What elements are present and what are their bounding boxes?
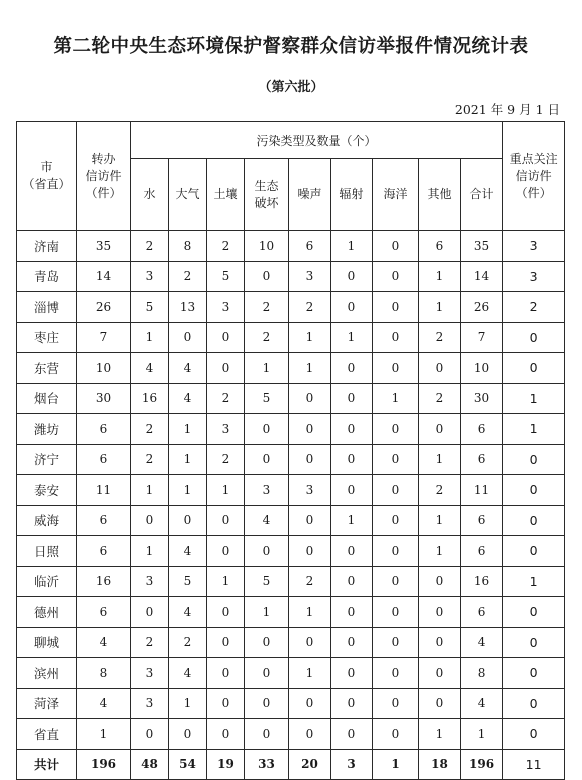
cell-city: 日照 xyxy=(17,536,77,567)
cell-noise: 1 xyxy=(289,353,331,384)
cell-soil: 2 xyxy=(207,383,245,414)
cell-city: 临沂 xyxy=(17,566,77,597)
cell-eco: 2 xyxy=(245,322,289,353)
cell-other: 0 xyxy=(419,658,461,689)
cell-ocean: 0 xyxy=(373,322,419,353)
cell-air: 2 xyxy=(169,627,207,658)
table-row xyxy=(17,383,565,414)
cell-noise: 0 xyxy=(289,719,331,750)
cell-water: 1 xyxy=(131,536,169,567)
cell-noise: 6 xyxy=(289,231,331,262)
cell-radiation: 1 xyxy=(331,231,373,262)
cell-ocean: 0 xyxy=(373,353,419,384)
cell-transferred: 10 xyxy=(77,353,131,384)
cell-ocean: 0 xyxy=(373,658,419,689)
cell-key: 0 xyxy=(503,505,565,536)
cell-radiation: 0 xyxy=(331,658,373,689)
cell-ocean: 0 xyxy=(373,536,419,567)
cell-water: 3 xyxy=(131,261,169,292)
cell-water: 4 xyxy=(131,353,169,384)
cell-other: 0 xyxy=(419,597,461,628)
cell-other: 1 xyxy=(419,292,461,323)
cell-water: 2 xyxy=(131,414,169,445)
cell-water: 2 xyxy=(131,627,169,658)
cell-transferred: 7 xyxy=(77,322,131,353)
cell-transferred: 14 xyxy=(77,261,131,292)
cell-radiation: 1 xyxy=(331,322,373,353)
cell-ocean: 0 xyxy=(373,414,419,445)
cell-ocean: 0 xyxy=(373,292,419,323)
cell-water: 0 xyxy=(131,719,169,750)
cell-soil: 0 xyxy=(207,658,245,689)
cell-city: 济南 xyxy=(17,231,77,262)
cell-eco: 2 xyxy=(245,292,289,323)
cell-noise: 0 xyxy=(289,383,331,414)
cell-other: 1 xyxy=(419,536,461,567)
cell-water: 3 xyxy=(131,688,169,719)
batch-subtitle: （第六批） xyxy=(258,80,324,95)
cell-total: 7 xyxy=(461,322,503,353)
header-type-ocean: 海洋 xyxy=(373,159,419,231)
cell-transferred: 6 xyxy=(77,597,131,628)
cell-radiation: 0 xyxy=(331,353,373,384)
cell-radiation: 1 xyxy=(331,505,373,536)
cell-key: 0 xyxy=(503,475,565,506)
cell-eco: 10 xyxy=(245,231,289,262)
cell-soil: 2 xyxy=(207,231,245,262)
header-type-water: 水 xyxy=(131,159,169,231)
cell-noise: 2 xyxy=(289,292,331,323)
cell-radiation: 0 xyxy=(331,719,373,750)
cell-ocean: 1 xyxy=(373,383,419,414)
cell-key: 1 xyxy=(503,566,565,597)
cell-air: 1 xyxy=(169,414,207,445)
table-row xyxy=(17,627,565,658)
cell-radiation: 0 xyxy=(331,444,373,475)
header-type-noise: 噪声 xyxy=(289,159,331,231)
cell-radiation: 0 xyxy=(331,597,373,628)
header-row-top xyxy=(17,122,565,159)
cell-eco: 1 xyxy=(245,353,289,384)
cell-radiation: 0 xyxy=(331,688,373,719)
cell-eco: 1 xyxy=(245,597,289,628)
cell-city: 青岛 xyxy=(17,261,77,292)
cell-total: 8 xyxy=(461,658,503,689)
table-row xyxy=(17,353,565,384)
cell-key: 0 xyxy=(503,353,565,384)
cell-key: 1 xyxy=(503,383,565,414)
cell-water: 3 xyxy=(131,566,169,597)
cell-air: 4 xyxy=(169,353,207,384)
table-row xyxy=(17,749,565,780)
cell-transferred: 30 xyxy=(77,383,131,414)
cell-other: 6 xyxy=(419,231,461,262)
cell-soil: 0 xyxy=(207,688,245,719)
cell-other: 1 xyxy=(419,719,461,750)
cell-transferred: 35 xyxy=(77,231,131,262)
header-type-eco: 生态 破坏 xyxy=(245,159,289,231)
header-type-other: 其他 xyxy=(419,159,461,231)
cell-radiation: 0 xyxy=(331,383,373,414)
header-city: 市 （省直） xyxy=(17,122,77,231)
cell-other: 0 xyxy=(419,566,461,597)
cell-other: 2 xyxy=(419,383,461,414)
cell-transferred: 8 xyxy=(77,658,131,689)
cell-water: 0 xyxy=(131,505,169,536)
table-row xyxy=(17,688,565,719)
cell-soil: 19 xyxy=(207,749,245,780)
cell-other: 18 xyxy=(419,749,461,780)
cell-air: 0 xyxy=(169,505,207,536)
cell-ocean: 0 xyxy=(373,261,419,292)
header-key-focus: 重点关注 信访件 （件） xyxy=(503,122,565,231)
cell-total: 4 xyxy=(461,688,503,719)
cell-other: 0 xyxy=(419,414,461,445)
cell-air: 4 xyxy=(169,536,207,567)
cell-soil: 5 xyxy=(207,261,245,292)
cell-key: 1 xyxy=(503,414,565,445)
cell-key: 0 xyxy=(503,536,565,567)
cell-noise: 1 xyxy=(289,322,331,353)
cell-noise: 0 xyxy=(289,627,331,658)
cell-air: 8 xyxy=(169,231,207,262)
cell-total: 6 xyxy=(461,444,503,475)
cell-soil: 3 xyxy=(207,414,245,445)
statistics-table xyxy=(16,121,565,780)
cell-transferred: 16 xyxy=(77,566,131,597)
cell-key: 0 xyxy=(503,444,565,475)
table-row xyxy=(17,597,565,628)
cell-city: 潍坊 xyxy=(17,414,77,445)
cell-air: 4 xyxy=(169,597,207,628)
cell-noise: 0 xyxy=(289,536,331,567)
cell-ocean: 0 xyxy=(373,566,419,597)
cell-city: 枣庄 xyxy=(17,322,77,353)
cell-other: 2 xyxy=(419,475,461,506)
cell-key: 3 xyxy=(503,261,565,292)
cell-city: 滨州 xyxy=(17,658,77,689)
cell-transferred: 4 xyxy=(77,688,131,719)
cell-transferred: 1 xyxy=(77,719,131,750)
document-title: 第二轮中央生态环境保护督察群众信访举报件情况统计表 xyxy=(53,36,529,57)
cell-soil: 3 xyxy=(207,292,245,323)
cell-eco: 33 xyxy=(245,749,289,780)
cell-radiation: 3 xyxy=(331,749,373,780)
cell-water: 0 xyxy=(131,597,169,628)
table-row xyxy=(17,536,565,567)
header-type-soil: 土壤 xyxy=(207,159,245,231)
cell-city: 菏泽 xyxy=(17,688,77,719)
cell-water: 2 xyxy=(131,444,169,475)
cell-water: 48 xyxy=(131,749,169,780)
cell-air: 54 xyxy=(169,749,207,780)
cell-eco: 0 xyxy=(245,688,289,719)
cell-soil: 1 xyxy=(207,566,245,597)
cell-other: 0 xyxy=(419,627,461,658)
cell-soil: 0 xyxy=(207,353,245,384)
cell-air: 5 xyxy=(169,566,207,597)
cell-ocean: 0 xyxy=(373,688,419,719)
cell-key: 0 xyxy=(503,688,565,719)
cell-other: 1 xyxy=(419,505,461,536)
cell-transferred: 4 xyxy=(77,627,131,658)
cell-city: 共计 xyxy=(17,749,77,780)
cell-water: 2 xyxy=(131,231,169,262)
cell-soil: 0 xyxy=(207,536,245,567)
cell-total: 6 xyxy=(461,505,503,536)
cell-city: 东营 xyxy=(17,353,77,384)
cell-noise: 3 xyxy=(289,475,331,506)
cell-soil: 0 xyxy=(207,597,245,628)
cell-transferred: 196 xyxy=(77,749,131,780)
cell-air: 4 xyxy=(169,658,207,689)
cell-noise: 3 xyxy=(289,261,331,292)
cell-total: 30 xyxy=(461,383,503,414)
cell-key: 3 xyxy=(503,231,565,262)
cell-transferred: 6 xyxy=(77,444,131,475)
report-date: 2021 年 9 月 1 日 xyxy=(454,102,560,117)
cell-radiation: 0 xyxy=(331,414,373,445)
cell-total: 16 xyxy=(461,566,503,597)
cell-city: 威海 xyxy=(17,505,77,536)
cell-water: 5 xyxy=(131,292,169,323)
cell-radiation: 0 xyxy=(331,475,373,506)
cell-soil: 0 xyxy=(207,719,245,750)
cell-radiation: 0 xyxy=(331,292,373,323)
table-row xyxy=(17,719,565,750)
cell-ocean: 0 xyxy=(373,231,419,262)
table-row xyxy=(17,475,565,506)
cell-transferred: 6 xyxy=(77,505,131,536)
cell-eco: 0 xyxy=(245,261,289,292)
cell-radiation: 0 xyxy=(331,261,373,292)
cell-eco: 4 xyxy=(245,505,289,536)
table-row xyxy=(17,322,565,353)
cell-eco: 0 xyxy=(245,444,289,475)
cell-city: 烟台 xyxy=(17,383,77,414)
cell-radiation: 0 xyxy=(331,536,373,567)
cell-noise: 20 xyxy=(289,749,331,780)
cell-noise: 0 xyxy=(289,688,331,719)
cell-noise: 1 xyxy=(289,658,331,689)
cell-total: 4 xyxy=(461,627,503,658)
cell-key: 0 xyxy=(503,627,565,658)
cell-eco: 5 xyxy=(245,566,289,597)
cell-noise: 0 xyxy=(289,505,331,536)
cell-total: 14 xyxy=(461,261,503,292)
cell-air: 1 xyxy=(169,475,207,506)
cell-ocean: 0 xyxy=(373,475,419,506)
cell-air: 4 xyxy=(169,383,207,414)
cell-total: 6 xyxy=(461,536,503,567)
cell-ocean: 0 xyxy=(373,505,419,536)
cell-other: 0 xyxy=(419,688,461,719)
cell-key: 0 xyxy=(503,719,565,750)
header-type-air: 大气 xyxy=(169,159,207,231)
cell-water: 1 xyxy=(131,475,169,506)
cell-air: 0 xyxy=(169,719,207,750)
table-body xyxy=(17,231,565,780)
cell-air: 2 xyxy=(169,261,207,292)
cell-eco: 3 xyxy=(245,475,289,506)
cell-city: 泰安 xyxy=(17,475,77,506)
cell-eco: 0 xyxy=(245,658,289,689)
cell-other: 1 xyxy=(419,261,461,292)
cell-other: 1 xyxy=(419,444,461,475)
cell-soil: 1 xyxy=(207,475,245,506)
cell-noise: 0 xyxy=(289,414,331,445)
cell-transferred: 11 xyxy=(77,475,131,506)
cell-water: 16 xyxy=(131,383,169,414)
cell-key: 2 xyxy=(503,292,565,323)
cell-ocean: 0 xyxy=(373,719,419,750)
cell-soil: 0 xyxy=(207,627,245,658)
cell-other: 0 xyxy=(419,353,461,384)
cell-city: 淄博 xyxy=(17,292,77,323)
cell-transferred: 6 xyxy=(77,536,131,567)
cell-noise: 2 xyxy=(289,566,331,597)
cell-soil: 0 xyxy=(207,505,245,536)
cell-key: 0 xyxy=(503,322,565,353)
cell-air: 1 xyxy=(169,688,207,719)
table-row xyxy=(17,444,565,475)
table-row xyxy=(17,566,565,597)
cell-ocean: 1 xyxy=(373,749,419,780)
cell-total: 1 xyxy=(461,719,503,750)
header-transferred: 转办 信访件 （件） xyxy=(77,122,131,231)
cell-water: 3 xyxy=(131,658,169,689)
cell-noise: 0 xyxy=(289,444,331,475)
table-row xyxy=(17,414,565,445)
cell-eco: 5 xyxy=(245,383,289,414)
cell-ocean: 0 xyxy=(373,627,419,658)
cell-soil: 2 xyxy=(207,444,245,475)
cell-city: 聊城 xyxy=(17,627,77,658)
cell-total: 10 xyxy=(461,353,503,384)
cell-water: 1 xyxy=(131,322,169,353)
header-pollution-group: 污染类型及数量（个） xyxy=(131,122,503,159)
cell-key: 0 xyxy=(503,658,565,689)
cell-eco: 0 xyxy=(245,536,289,567)
table-row xyxy=(17,231,565,262)
cell-city: 德州 xyxy=(17,597,77,628)
cell-total: 6 xyxy=(461,597,503,628)
cell-soil: 0 xyxy=(207,322,245,353)
cell-ocean: 0 xyxy=(373,597,419,628)
header-type-radiation: 辐射 xyxy=(331,159,373,231)
cell-eco: 0 xyxy=(245,719,289,750)
cell-key: 0 xyxy=(503,597,565,628)
cell-radiation: 0 xyxy=(331,627,373,658)
table-row xyxy=(17,505,565,536)
table-row xyxy=(17,261,565,292)
cell-total: 6 xyxy=(461,414,503,445)
cell-ocean: 0 xyxy=(373,444,419,475)
cell-transferred: 26 xyxy=(77,292,131,323)
cell-radiation: 0 xyxy=(331,566,373,597)
cell-air: 1 xyxy=(169,444,207,475)
cell-air: 13 xyxy=(169,292,207,323)
table-row xyxy=(17,292,565,323)
cell-total: 196 xyxy=(461,749,503,780)
cell-total: 35 xyxy=(461,231,503,262)
cell-total: 26 xyxy=(461,292,503,323)
cell-eco: 0 xyxy=(245,414,289,445)
cell-other: 2 xyxy=(419,322,461,353)
cell-noise: 1 xyxy=(289,597,331,628)
cell-total: 11 xyxy=(461,475,503,506)
cell-transferred: 6 xyxy=(77,414,131,445)
cell-city: 省直 xyxy=(17,719,77,750)
cell-key: 11 xyxy=(503,749,565,780)
cell-air: 0 xyxy=(169,322,207,353)
table-row xyxy=(17,658,565,689)
header-type-total: 合计 xyxy=(461,159,503,231)
cell-city: 济宁 xyxy=(17,444,77,475)
cell-eco: 0 xyxy=(245,627,289,658)
